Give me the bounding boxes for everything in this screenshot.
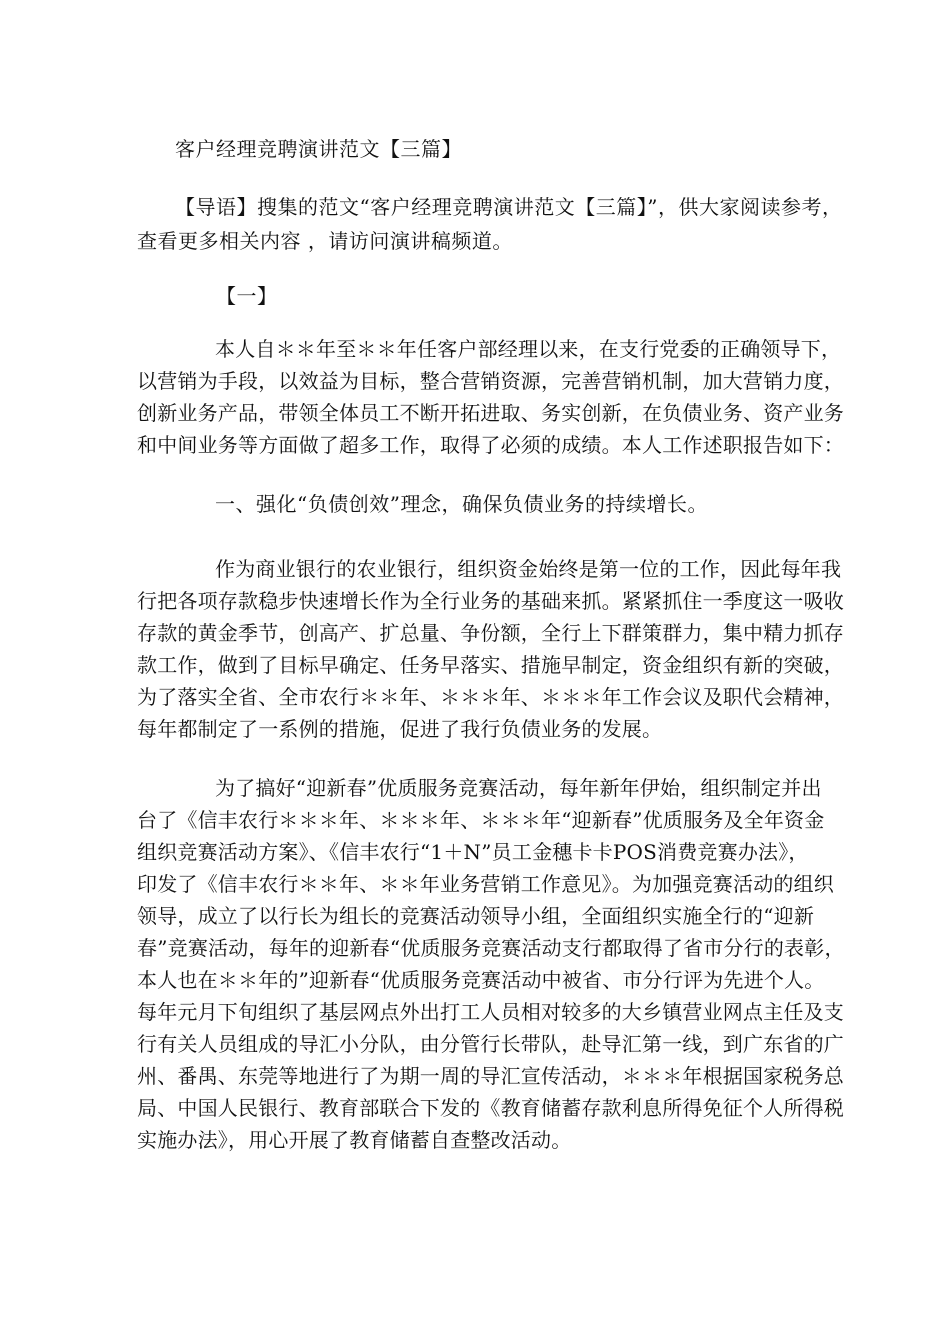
paragraph-line: 领导，成立了以行长为组长的竞赛活动领导小组，全面组织实施全行的“迎新 bbox=[137, 904, 815, 928]
paragraph-line: 每年元月下旬组织了基层网点外出打工人员相对较多的大乡镇营业网点主任及支 bbox=[137, 1000, 844, 1024]
paragraph-line: 本人也在＊＊年的”迎新春“优质服务竞赛活动中被省、市分行评为先进个人。 bbox=[137, 968, 825, 992]
paragraph-line: 以营销为手段，以效益为目标，整合营销资源，完善营销机制，加大营销力度， bbox=[137, 369, 844, 393]
paragraph-line: 组织竞赛活动方案》、《信丰农行“1＋N”员工金穗卡卡POS消费竞赛办法》， bbox=[137, 840, 809, 864]
paragraph-line: 为了搞好“迎新春”优质服务竞赛活动，每年新年伊始，组织制定并出 bbox=[215, 776, 822, 800]
paragraph-line: 台了《信丰农行＊＊＊年、＊＊＊年、＊＊＊年“迎新春”优质服务及全年资金 bbox=[137, 808, 825, 832]
paragraph-line: 行把各项存款稳步快速增长作为全行业务的基础来抓。紧紧抓住一季度这一吸收 bbox=[137, 589, 844, 613]
section-marker: 【一】 bbox=[216, 284, 278, 308]
paragraph-line: 州、番禺、东莞等地进行了为期一周的导汇宣传活动，＊＊＊年根据国家税务总 bbox=[137, 1064, 844, 1088]
paragraph-line: 存款的黄金季节，创高产、扩总量、争份额，全行上下群策群力，集中精力抓存 bbox=[137, 621, 844, 645]
paragraph-line: 创新业务产品，带领全体员工不断开拓进取、务实创新，在负债业务、资产业务 bbox=[137, 401, 844, 425]
paragraph-line: 行有关人员组成的导汇小分队，由分管行长带队，赴导汇第一线，到广东省的广 bbox=[137, 1032, 844, 1056]
paragraph-3 bbox=[137, 775, 845, 1159]
paragraph-line: 印发了《信丰农行＊＊年、＊＊年业务营销工作意见》。为加强竞赛活动的组织 bbox=[137, 872, 834, 896]
section-heading: 一、强化“负债创效”理念，确保负债业务的持续增长。 bbox=[215, 492, 708, 516]
paragraph-line: 为了落实全省、全市农行＊＊年、＊＊＊年、＊＊＊年工作会议及职代会精神， bbox=[137, 685, 844, 709]
intro-line-2: 查看更多相关内容 ，请访问演讲稿频道。 bbox=[137, 229, 513, 253]
paragraph-line: 实施办法》，用心开展了教育储蓄自查整改活动。 bbox=[137, 1128, 572, 1152]
intro-line-1: 【导语】搜集的范文“客户经理竞聘演讲范文【三篇】”，供大家阅读参考， bbox=[175, 195, 843, 219]
paragraph-line: 每年都制定了一系例的措施，促进了我行负债业务的发展。 bbox=[137, 717, 663, 741]
paragraph-line: 款工作，做到了目标早确定、任务早落实、措施早制定，资金组织有新的突破， bbox=[137, 653, 844, 677]
paragraph-line: 本人自＊＊年至＊＊年任客户部经理以来，在支行党委的正确领导下， bbox=[215, 337, 842, 361]
paragraph-line: 和中间业务等方面做了超多工作，取得了必须的成绩。本人工作述职报告如下： bbox=[137, 433, 844, 457]
document-title: 客户经理竞聘演讲范文【三篇】 bbox=[175, 137, 462, 161]
paragraph-line: 局、中国人民银行、教育部联合下发的《教育储蓄存款利息所得免征个人所得税 bbox=[137, 1096, 844, 1120]
paragraph-line: 春”竞赛活动，每年的迎新春“优质服务竞赛活动支行都取得了省市分行的表彰， bbox=[137, 936, 845, 960]
paragraph-1 bbox=[137, 336, 844, 464]
paragraph-2 bbox=[137, 556, 844, 748]
paragraph-line: 作为商业银行的农业银行，组织资金始终是第一位的工作，因此每年我 bbox=[215, 557, 842, 581]
